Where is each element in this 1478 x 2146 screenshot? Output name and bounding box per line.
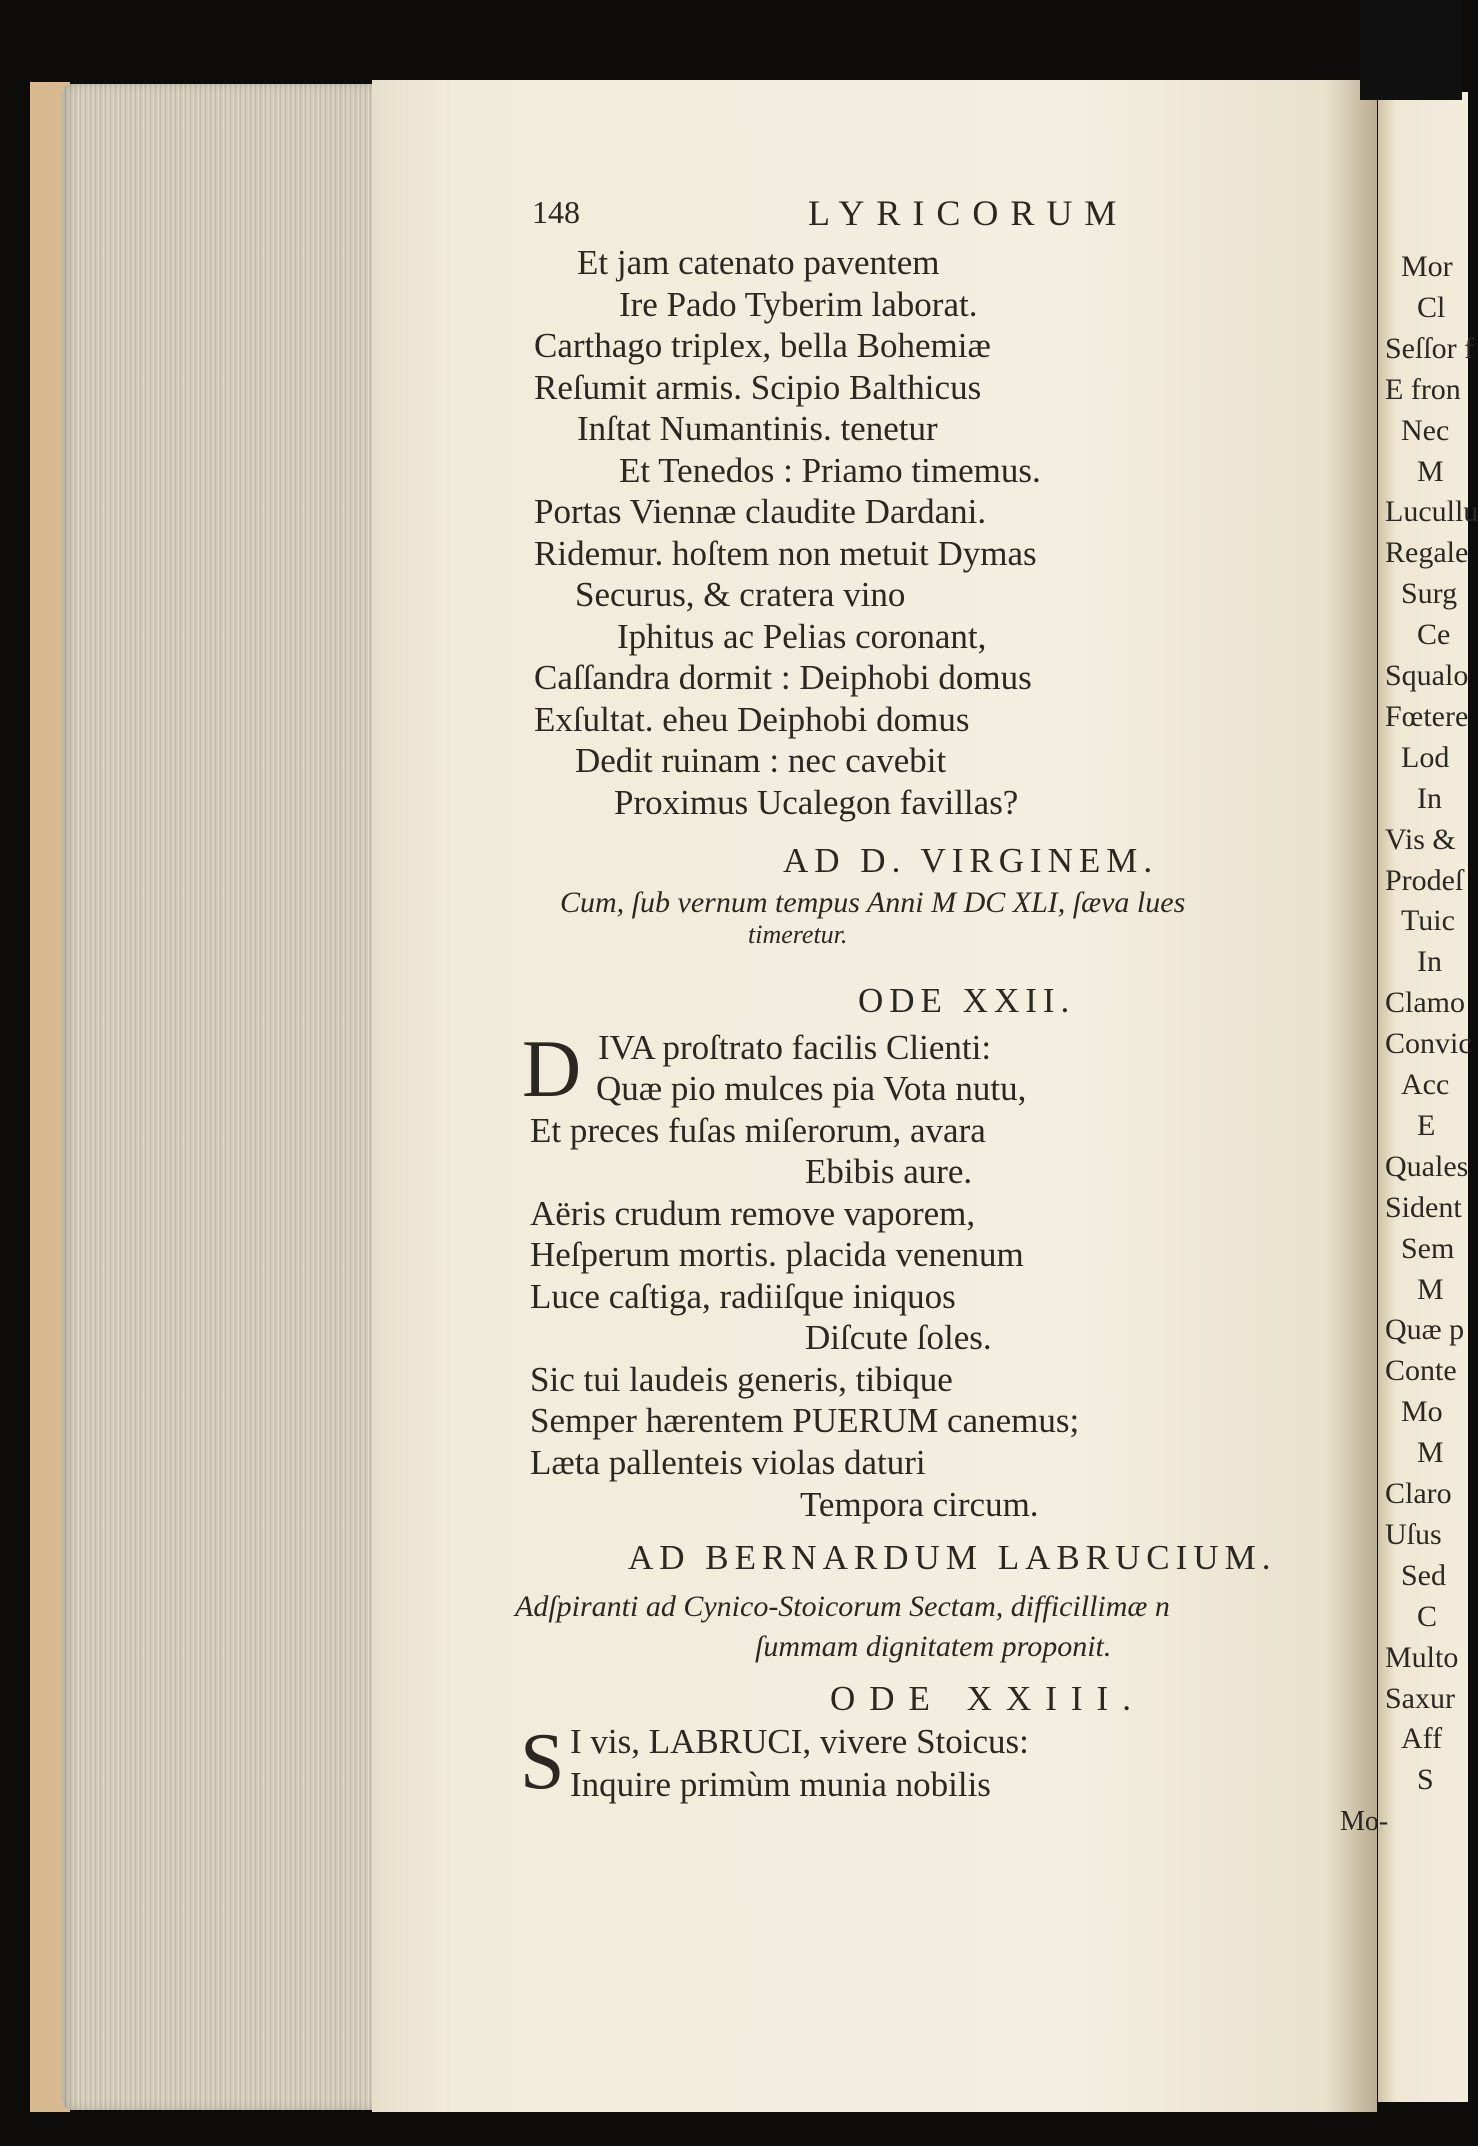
right-page-fragment: Aff: [1401, 1722, 1443, 1756]
right-page-fragment: Seſſor f: [1385, 331, 1475, 365]
dedication-heading: AD BERNARDUM LABRUCIUM.: [628, 1538, 1277, 1577]
verse-line: Læta pallenteis violas daturi: [530, 1443, 926, 1482]
right-page-fragment: Fœtere: [1385, 699, 1469, 733]
right-page-fragment: E: [1417, 1108, 1436, 1142]
background-corner: [1360, 0, 1462, 100]
page-number: 148: [532, 194, 580, 230]
right-page-fragment: Mo: [1401, 1395, 1443, 1429]
ode-title: ODE XXII.: [858, 981, 1076, 1020]
right-page-fragment: Ce: [1417, 618, 1451, 652]
verse-line: Exſultat. eheu Deiphobi domus: [534, 700, 970, 739]
right-page-fragment: Quæ p: [1385, 1313, 1465, 1347]
verse-line: Ebibis aure.: [805, 1152, 973, 1191]
catchword: Mo-: [1340, 1806, 1389, 1837]
verse-line: Iphitus ac Pelias coronant,: [617, 617, 987, 656]
right-page-fragment: Lod: [1401, 740, 1450, 774]
right-page-fragment: In: [1417, 945, 1442, 979]
verse-line: Securus, & cratera vino: [575, 575, 906, 614]
verse-line: Caſſandra dormit : Deiphobi domus: [534, 658, 1032, 697]
verse-line: Et Tenedos : Priamo timemus.: [619, 451, 1041, 490]
verse-line: Semper hærentem PUERUM canemus;: [530, 1401, 1080, 1440]
right-page-fragment: C: [1417, 1599, 1438, 1633]
right-page-fragment: In: [1417, 781, 1442, 815]
verse-line: Tempora circum.: [800, 1485, 1039, 1524]
verse-line: Inſtat Numantinis. tenetur: [577, 409, 938, 448]
right-page-fragment: Sident: [1385, 1190, 1462, 1224]
right-page-fragment: Regale: [1385, 536, 1469, 570]
verse-line: Proximus Ucalegon favillas?: [614, 783, 1019, 822]
right-page-fragment: Squalo: [1385, 659, 1469, 692]
right-page-fragment: E fron: [1385, 372, 1461, 406]
right-page-fragment: Multo: [1385, 1640, 1459, 1674]
right-page-fragment: M: [1417, 454, 1444, 488]
verse-line: Inquire primùm munia nobilis: [570, 1765, 991, 1804]
right-page-fragment: Sed: [1401, 1558, 1446, 1592]
verse-line: Sic tui laudeis generis, tibique: [530, 1360, 953, 1399]
verse-line: Ire Pado Tyberim laborat.: [619, 285, 978, 324]
verse-line: Quæ pio mulces pia Vota nutu,: [596, 1069, 1027, 1108]
verse-line: Heſperum mortis. placida venenum: [530, 1235, 1024, 1274]
right-page-fragment: S: [1417, 1763, 1434, 1797]
verse-line: I vis, LABRUCI, vivere Stoicus:: [570, 1722, 1029, 1761]
ode-subtitle: Cum, ſub vernum tempus Anni M DC XLI, ſæva lues: [560, 886, 1186, 919]
verse-line: IVA proſtrato facilis Clienti:: [598, 1028, 992, 1067]
drop-cap: S: [520, 1718, 565, 1806]
right-page-fragment: M: [1417, 1272, 1444, 1306]
right-page-fragment: Cl: [1417, 290, 1446, 324]
verse-line: Et jam catenato paventem: [577, 243, 940, 282]
right-page-fragment: Vis &: [1385, 822, 1456, 856]
right-page-fragment: Prodeſ: [1385, 863, 1464, 897]
running-title: LYRICORUM: [808, 193, 1129, 233]
verse-line: Aëris crudum remove vaporem,: [530, 1194, 976, 1233]
right-page-fragment: Lucullu: [1385, 495, 1478, 529]
ode-title: ODE XXIII.: [830, 1679, 1145, 1718]
right-page-fragment: Saxur: [1385, 1681, 1455, 1715]
right-page-fragment: Nec: [1401, 413, 1450, 447]
verse-line: Diſcute ſoles.: [805, 1318, 992, 1357]
verse-line: Carthago triplex, bella Bohemiæ: [534, 326, 991, 365]
dedication-heading: AD D. VIRGINEM.: [783, 841, 1159, 880]
drop-cap: D: [522, 1023, 582, 1114]
ode-subtitle: ſummam dignitatem proponit.: [755, 1630, 1112, 1663]
right-page-fragment: Clamo: [1385, 986, 1465, 1020]
right-page-fragment: Claro: [1385, 1477, 1452, 1510]
verse-line: Portas Viennæ claudite Dardani.: [534, 492, 987, 531]
right-page-fragment: Quales: [1385, 1149, 1469, 1183]
right-page-fragment: Acc: [1401, 1068, 1450, 1101]
right-page-fragment: Uſus: [1385, 1517, 1442, 1551]
right-page-fragment: Tuic: [1401, 904, 1455, 938]
verse-line: Ridemur. hoſtem non metuit Dymas: [534, 534, 1037, 573]
ode-subtitle: Adſpiranti ad Cynico-Stoicorum Sectam, difficillimæ n: [515, 1590, 1170, 1623]
right-page-fragment: Mor: [1401, 250, 1453, 283]
right-page-fragment: Conte: [1385, 1354, 1457, 1388]
right-page-fragment: Convic: [1385, 1027, 1472, 1061]
verse-line: Et preces fuſas miſerorum, avara: [530, 1111, 986, 1150]
verse-line: Luce caſtiga, radiiſque iniquos: [530, 1277, 956, 1316]
right-page-fragment: Sem: [1401, 1231, 1455, 1265]
right-page-fragment: M: [1417, 1436, 1444, 1470]
ode-subtitle: timeretur.: [748, 920, 848, 949]
right-page-fragment: Surg: [1401, 577, 1458, 611]
verse-line: Dedit ruinam : nec cavebit: [575, 741, 947, 780]
verse-line: Reſumit armis. Scipio Balthicus: [534, 368, 982, 407]
page-edges: [62, 84, 374, 2110]
